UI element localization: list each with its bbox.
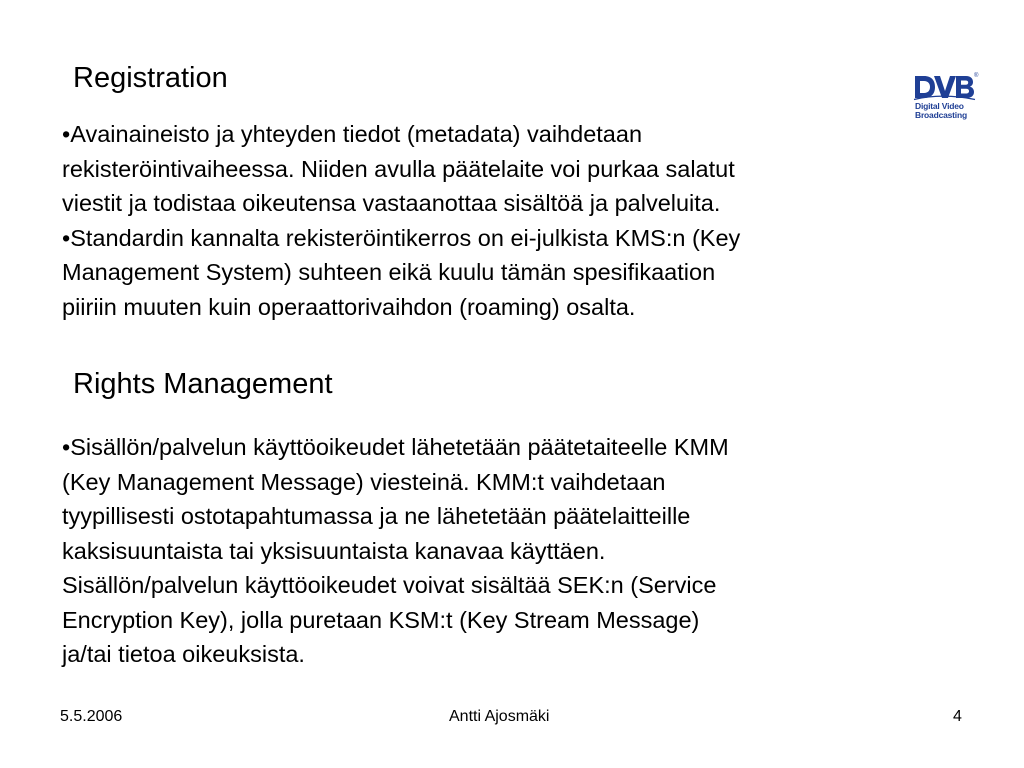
logo-text-broadcasting: Broadcasting — [915, 110, 967, 120]
page-number: 4 — [953, 708, 962, 725]
text-line: rekisteröintivaiheessa. Niiden avulla päätelaite voi purkaa salatut — [62, 155, 735, 182]
text-line: (Key Management Message) viesteinä. KMM:t vaihdetaan — [62, 468, 666, 495]
logo-text-digital-video: Digital Video — [915, 101, 964, 111]
footer-date: 5.5.2006 — [60, 708, 123, 725]
text-line: kaksisuuntaista tai yksisuuntaista kanavaa käyttäen. — [62, 537, 606, 564]
text-line: •Sisällön/palvelun käyttöoikeudet lähetetään päätetaiteelle KMM — [62, 434, 729, 460]
text-line: ja/tai tietoa oikeuksista. — [62, 641, 305, 667]
text-line: Sisällön/palvelun käyttöoikeudet voivat sisältää SEK:n (Service — [62, 572, 717, 598]
text-line: Management System) suhteen eikä kuulu tämän spesifikaation — [62, 259, 716, 285]
text-line: viestit ja todistaa oikeutensa vastaanottaa sisältöä ja palveluita. — [62, 190, 721, 216]
text-line: •Standardin kannalta rekisteröintikerros on ei-julkista KMS:n (Key — [62, 224, 741, 251]
text-line: •Avainaineisto ja yhteyden tiedot (metadata) vaihdetaan — [62, 121, 643, 147]
dvb-logo — [912, 73, 980, 129]
text-line: tyypillisesti ostotapahtumassa ja ne lähetetään päätelaitteille — [62, 503, 691, 529]
text-line: piiriin muuten kuin operaattorivaihdon (roaming) osalta. — [62, 293, 636, 320]
registration-text — [62, 117, 902, 324]
heading-rights-management: Rights Management — [73, 368, 333, 400]
footer-author: Antti Ajosmäki — [449, 708, 550, 725]
registered-mark: ® — [974, 73, 979, 79]
heading-registration: Registration — [73, 62, 228, 94]
dvb-logo-mark — [912, 73, 979, 101]
text-line: Encryption Key), jolla puretaan KSM:t (Key Stream Message) — [62, 606, 700, 633]
rights-management-text — [62, 430, 902, 672]
